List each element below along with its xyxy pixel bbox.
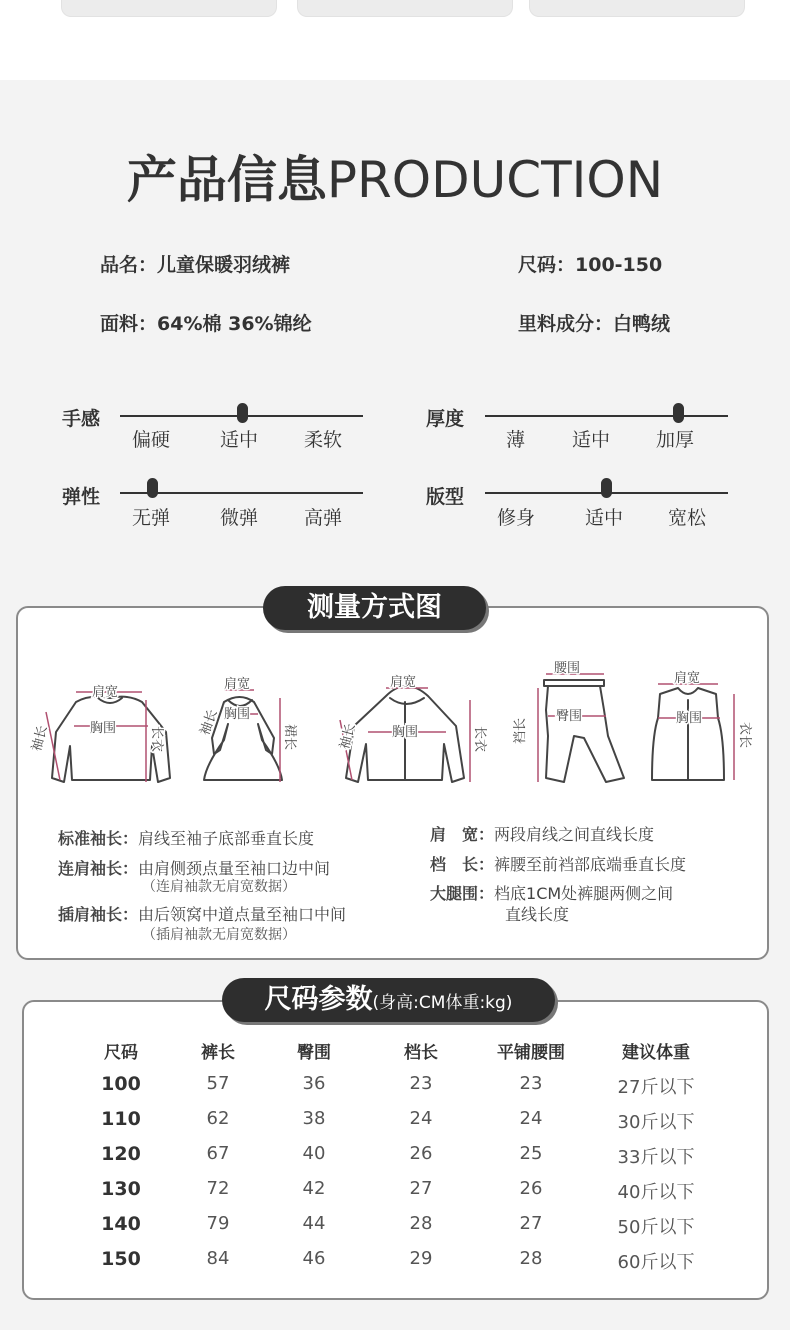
note-label: 肩 宽： <box>430 825 495 844</box>
label-shoulder: 肩宽 <box>224 677 251 692</box>
table-cell: 100 <box>101 1073 141 1095</box>
label-sleeve: 袖长 <box>29 724 51 754</box>
product-name: 品名：儿童保暖羽绒裤 <box>100 254 291 276</box>
table-cell: 30斤以下 <box>617 1112 695 1133</box>
scale-option: 高弹 <box>304 507 343 529</box>
thumbnail-1[interactable] <box>61 0 277 17</box>
scale-track <box>485 415 728 417</box>
table-cell: 29 <box>409 1248 433 1269</box>
table-cell: 28 <box>519 1248 543 1269</box>
scale-option: 宽松 <box>668 507 707 529</box>
table-cell: 26 <box>409 1143 433 1164</box>
label-waist: 腰围 <box>554 661 581 676</box>
label-shoulder: 肩宽 <box>390 675 417 690</box>
table-cell: 38 <box>302 1108 326 1129</box>
table-cell: 23 <box>409 1073 433 1094</box>
scale-knob <box>147 478 158 498</box>
scale-option: 无弹 <box>132 507 171 529</box>
product-fabric: 面料：64%棉 36%锦纶 <box>100 313 312 335</box>
table-header: 建议体重 <box>622 1043 690 1063</box>
measure-diagrams <box>18 640 763 805</box>
note-label: 大腿围： <box>430 884 495 903</box>
table-header: 臀围 <box>297 1043 331 1063</box>
label-shoulder: 肩宽 <box>674 671 701 686</box>
table-cell: 25 <box>519 1143 543 1164</box>
table-cell: 72 <box>206 1178 230 1199</box>
scale-option: 适中 <box>585 507 624 529</box>
title-en: PRODUCTION <box>326 151 664 209</box>
label-skirt-length: 裙长 <box>282 724 297 751</box>
label-hip: 臀围 <box>556 709 583 724</box>
thumbnail-3[interactable] <box>529 0 745 17</box>
table-header: 平铺腰围 <box>497 1043 565 1063</box>
scale-knob <box>237 403 248 423</box>
scale-option: 微弹 <box>220 507 259 529</box>
table-header: 尺码 <box>104 1043 138 1063</box>
scale-option: 适中 <box>572 429 611 451</box>
note-thigh <box>430 881 673 904</box>
table-cell: 23 <box>519 1073 543 1094</box>
title-cn: 产品信息 <box>126 151 327 209</box>
note-text: 裤腰至前裆部底端垂直长度 <box>494 855 687 874</box>
scale-knob <box>673 403 684 423</box>
scale-option: 偏硬 <box>132 429 171 451</box>
table-header: 裤长 <box>201 1043 235 1063</box>
table-header: 档长 <box>404 1043 438 1063</box>
note-label: 档 长： <box>430 855 495 874</box>
table-cell: 57 <box>206 1073 230 1094</box>
label-sleeve: 袖长 <box>197 707 221 738</box>
note-standard-sleeve <box>58 826 314 849</box>
table-cell: 46 <box>302 1248 326 1269</box>
note-text: 肩线至袖子底部垂直长度 <box>138 829 315 848</box>
note-raglan-sleeve <box>58 902 346 925</box>
label-chest: 胸围 <box>676 711 703 726</box>
scale-option: 加厚 <box>656 429 695 451</box>
scale-option: 柔软 <box>304 429 343 451</box>
section-title <box>0 140 790 212</box>
table-cell: 27斤以下 <box>617 1077 695 1098</box>
note-text: 档底1CM处裤腿两侧之间 <box>494 884 674 903</box>
top-thumbnail-strip <box>0 0 790 80</box>
thumbnail-2[interactable] <box>297 0 513 17</box>
label-chest: 胸围 <box>90 721 117 736</box>
label-body-length: 长衣 <box>149 726 164 753</box>
note-text: 由后领窝中道点量至袖口中间 <box>138 905 347 924</box>
label-chest: 胸围 <box>224 707 251 722</box>
table-cell: 79 <box>206 1213 230 1234</box>
table-cell: 150 <box>101 1248 141 1270</box>
table-cell: 62 <box>206 1108 230 1129</box>
note-label: 标准袖长： <box>58 829 139 848</box>
note-sub: （插肩袖款无肩宽数据） <box>142 927 296 943</box>
table-cell: 27 <box>409 1178 433 1199</box>
table-cell: 40斤以下 <box>617 1182 695 1203</box>
size-title-sub: (身高:CM体重:kg) <box>372 993 513 1013</box>
table-cell: 42 <box>302 1178 326 1199</box>
table-cell: 40 <box>302 1143 326 1164</box>
table-cell: 27 <box>519 1213 543 1234</box>
label-clothes-length: 衣长 <box>737 722 752 749</box>
label-crotch: 裆长 <box>513 717 528 744</box>
product-lining: 里料成分：白鸭绒 <box>518 313 671 335</box>
table-cell: 110 <box>101 1108 141 1130</box>
label-chest: 胸围 <box>392 725 419 740</box>
table-cell: 120 <box>101 1143 141 1165</box>
table-cell: 24 <box>409 1108 433 1129</box>
label-sleeve: 袖长 <box>337 722 359 752</box>
scale-label: 版型 <box>426 486 465 508</box>
table-cell: 24 <box>519 1108 543 1129</box>
scale-option: 适中 <box>220 429 259 451</box>
label-body-length: 长衣 <box>472 726 487 753</box>
product-size: 尺码：100-150 <box>518 254 663 276</box>
scale-knob <box>601 478 612 498</box>
scale-option: 薄 <box>506 429 526 451</box>
size-title-main: 尺码参数 <box>264 984 373 1015</box>
table-cell: 36 <box>302 1073 326 1094</box>
note-sub: （连肩袖款无肩宽数据） <box>142 879 296 895</box>
note-crotch-length <box>430 852 686 875</box>
note-label: 插肩袖长： <box>58 905 139 924</box>
size-table-title <box>222 978 555 1022</box>
table-cell: 140 <box>101 1213 141 1235</box>
table-cell: 84 <box>206 1248 230 1269</box>
table-cell: 26 <box>519 1178 543 1199</box>
table-cell: 67 <box>206 1143 230 1164</box>
table-cell: 33斤以下 <box>617 1147 695 1168</box>
note-text: 两段肩线之间直线长度 <box>494 825 655 844</box>
table-cell: 60斤以下 <box>617 1252 695 1273</box>
table-cell: 50斤以下 <box>617 1217 695 1238</box>
scale-label: 手感 <box>62 408 101 430</box>
table-cell: 44 <box>302 1213 326 1234</box>
note-text: 由肩侧颈点量至袖口边中间 <box>138 859 331 878</box>
scale-option: 修身 <box>497 507 536 529</box>
measure-title: 测量方式图 <box>263 586 486 630</box>
table-cell: 28 <box>409 1213 433 1234</box>
scale-label: 厚度 <box>426 408 465 430</box>
table-cell: 130 <box>101 1178 141 1200</box>
scale-label: 弹性 <box>62 486 101 508</box>
note-text-cont: 直线长度 <box>505 905 570 924</box>
label-shoulder: 肩宽 <box>92 685 119 700</box>
note-label: 连肩袖长： <box>58 859 139 878</box>
note-shoulder-width <box>430 822 654 845</box>
